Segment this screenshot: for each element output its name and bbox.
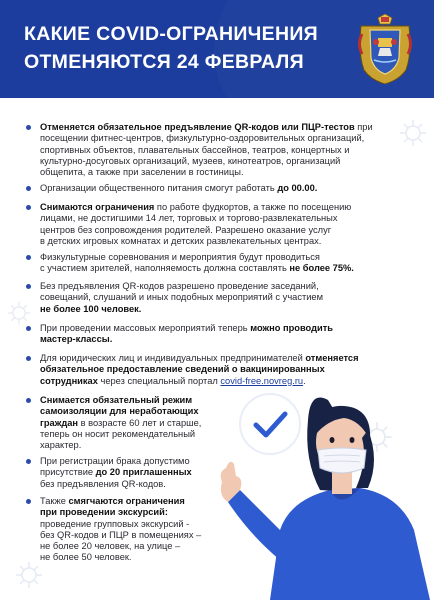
list-item: [40, 496, 201, 564]
item-bold: сотрудниках: [40, 375, 98, 386]
page-title: [24, 20, 354, 76]
item-text: при: [354, 122, 373, 132]
item-text: культурно-досуговых организаций, музеев, кинотеатров, организаций: [40, 155, 341, 166]
title-line-1: КАКИЕ COVID-ОГРАНИЧЕНИЯ: [24, 23, 318, 45]
list-item: [40, 353, 359, 387]
item-text: общепита, а также при заселении в гостиницы.: [40, 167, 244, 178]
virus-icon: [14, 560, 44, 590]
item-text: При проведении массовых мероприятий теперь: [40, 323, 251, 333]
list-item: [40, 281, 323, 315]
checkmark-icon: [238, 392, 302, 456]
item-bold: Снимается обязательный режим: [40, 395, 193, 405]
title-line-2: ОТМЕНЯЮТСЯ 24 ФЕВРАЛЯ: [24, 51, 304, 73]
item-bold: при проведении экскурсий:: [40, 507, 168, 518]
item-bold: до 20 приглашенных: [95, 467, 192, 478]
item-bold: не более 75%.: [289, 263, 354, 274]
item-bold: Отменяется обязательное предъявление QR-кодов или ПЦР-тестов: [40, 122, 355, 132]
item-text: спортивных объектов, плавательных бассейнов, театров, концертных и: [40, 144, 350, 155]
item-text: Для юридических лиц и индивидуальных предпринимателей: [40, 353, 306, 363]
list-item: [40, 323, 333, 346]
item-text: посещении фитнес-центров, физкультурно-оздоровительных организаций,: [40, 133, 365, 144]
item-text: Организации общественного питания смогут работать: [40, 183, 278, 193]
item-text: по работе фудкортов, а также по посещению: [154, 202, 352, 212]
item-bold: граждан: [40, 417, 79, 428]
item-bold: можно проводить: [250, 323, 333, 333]
bullet: [26, 398, 31, 403]
bullet: [26, 499, 31, 504]
item-bold: Снимаются ограничения: [40, 202, 155, 212]
item-text: без предъявления QR-кодов.: [40, 478, 166, 489]
item-text: проведение групповых экскурсий -: [40, 518, 190, 529]
item-bold: не более 100 человек.: [40, 303, 142, 314]
item-text: Физкультурные соревнования и мероприятия будут проводиться: [40, 252, 320, 262]
list-item: [40, 456, 192, 490]
portal-link[interactable]: covid-free.novreg.ru: [220, 375, 304, 386]
bullet: [26, 255, 31, 260]
item-text: с участием зрителей, наполняемость должна составлять: [40, 263, 290, 274]
bullet: [26, 284, 31, 289]
virus-icon: [398, 118, 428, 148]
item-text: центров без сопровождения родителей. Разрешено оказание услуг: [40, 224, 332, 235]
item-text: через специальный портал: [97, 375, 221, 386]
item-text: совещаний, слушаний и иных подобных мероприятий с участием: [40, 292, 323, 303]
item-text: в возрасте 60 лет и старше,: [78, 417, 202, 428]
list-item: [40, 252, 354, 275]
item-bold: до 00.00.: [277, 183, 318, 193]
list-item: [40, 395, 201, 451]
header-banner: [0, 0, 434, 98]
item-bold: мастер-классы.: [40, 334, 113, 345]
item-text: характер.: [40, 440, 82, 451]
item-bold: самоизоляции для неработающих: [40, 406, 199, 417]
item-text: При регистрации брака допустимо: [40, 456, 190, 466]
item-text: лицами, не достигшими 14 лет, торговых и торгово-развлекательных: [40, 213, 338, 224]
item-text: .: [303, 375, 306, 386]
bullet: [26, 459, 31, 464]
list-item: [40, 183, 317, 194]
item-text: без QR-кодов и ПЦР в помещениях –: [40, 529, 202, 540]
woman-illustration: [200, 360, 434, 600]
virus-icon: [6, 300, 32, 326]
bullet: [26, 326, 31, 331]
item-text: теперь он носит рекомендательный: [40, 428, 196, 439]
list-item: [40, 202, 351, 247]
item-text: в детских игровых комнатах и детских развлекательных центрах.: [40, 235, 322, 246]
item-bold: отменяется: [305, 353, 359, 363]
bullet: [26, 356, 31, 361]
coat-of-arms-icon: [356, 14, 414, 84]
bullet: [26, 186, 31, 191]
item-text: не более 20 человек, на улице –: [40, 541, 181, 552]
item-bold: смягчаются ограничения: [68, 496, 185, 506]
item-text: Также: [40, 496, 69, 506]
list-item: [40, 122, 373, 178]
item-bold: обязательное предоставление сведений о вакцинированных: [40, 364, 325, 375]
bullet: [26, 205, 31, 210]
item-text: Без предъявления QR-кодов разрешено проведение заседаний,: [40, 281, 319, 291]
item-text: не более 50 человек.: [40, 552, 132, 563]
item-text: присутствие: [40, 467, 96, 478]
bullet: [26, 125, 31, 130]
